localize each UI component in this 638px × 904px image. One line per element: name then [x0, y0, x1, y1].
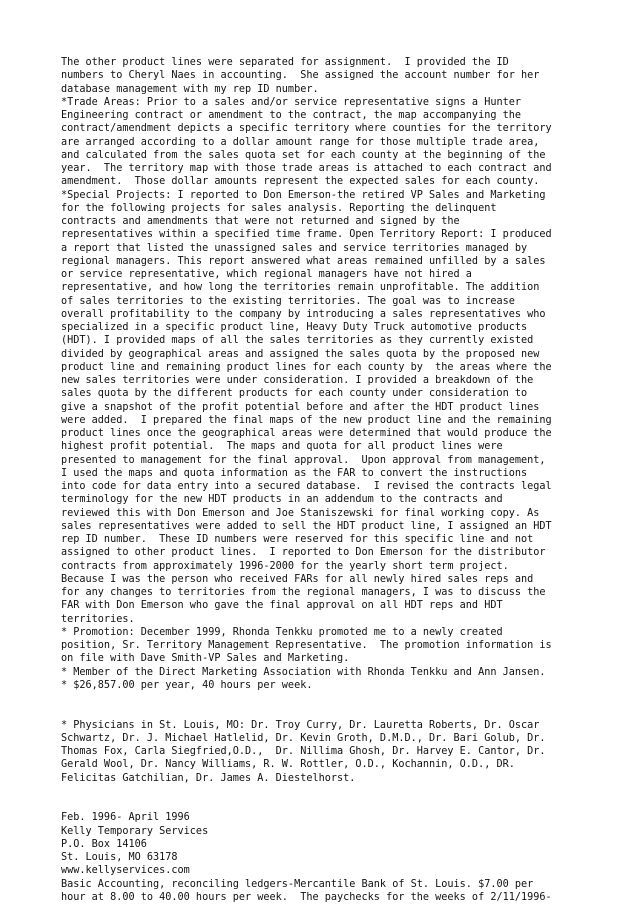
text-line: sales quota by the different products for each county under consideration to — [61, 388, 528, 400]
text-line: Engineering contract or amendment to the contract, the map accompanying the — [61, 110, 522, 121]
text-line: St. Louis, MO 63178 — [61, 852, 178, 863]
text-line: contracts and amendments that were not returned and signed by the — [61, 216, 460, 227]
text-line: and calculated from the sales quota set for each county at the beginning of the — [61, 149, 546, 161]
text-line: hour at 8.00 to 40.00 hours per week. The paychecks for the weeks of 2/11/1996- — [61, 891, 552, 903]
text-line: or service representative, which regional managers have not hired a — [61, 269, 472, 280]
text-line: FAR with Don Emerson who gave the final approval on all HDT reps and HDT — [61, 600, 503, 612]
text-line: give a snapshot of the profit potential before and after the HDT product lines — [61, 401, 540, 413]
text-line: into code for data entry into a secured database. I revised the contracts legal — [61, 481, 552, 492]
text-line: overall profitability to the company by introducing a sales representatives who — [61, 308, 546, 320]
text-line: presented to management for the final approval. Upon approval from management, — [61, 454, 546, 466]
text-line: Kelly Temporary Services — [61, 825, 209, 837]
text-line: Gerald Wool, Dr. Nancy Williams, R. W. Rottler, O.D., Kochannin, O.D., DR. — [61, 759, 515, 771]
text-line: I used the maps and quota information as the FAR to convert the instructions — [61, 467, 528, 479]
text-line: highest profit potential. The maps and quota for all product lines were — [61, 441, 503, 453]
text-line: sales representatives were added to sell the HDT product line, I assigned an HDT — [61, 520, 552, 532]
text-line: assigned to other product lines. I reported to Don Emerson for the distributor — [61, 547, 546, 559]
text-line: product lines once the geographical areas were determined that would produce the — [61, 428, 552, 439]
text-line: amendment. Those dollar amounts represent the expected sales for each county. — [61, 176, 540, 188]
text-line: numbers to Cheryl Naes in accounting. She assigned the account number for her — [61, 70, 540, 82]
text-line: regional managers. This report answered what areas remained unfilled by a sales — [61, 255, 546, 267]
text-line: database management with my rep ID number. — [61, 83, 319, 95]
text-line: Thomas Fox, Carla Siegfried,O.D., Dr. Nillima Ghosh, Dr. Harvey E. Cantor, Dr. — [61, 746, 546, 757]
document-page — [61, 56, 581, 904]
text-line: product line and remaining product lines for each county by the areas where the — [61, 361, 552, 373]
text-line: terminology for the new HDT products in an addendum to the contracts and — [61, 494, 503, 506]
text-line: year. The territory map with those trade areas is attached to each contract and — [61, 163, 552, 174]
text-line: www.kellyservices.com — [61, 865, 190, 877]
text-line: specialized in a specific product line, Heavy Duty Truck automotive products — [61, 322, 528, 333]
text-line: on file with Dave Smith-VP Sales and Marketing. — [61, 653, 350, 665]
text-line: divided by geographical areas and assigned the sales quota by the proposed new — [61, 348, 540, 360]
text-line: position, Sr. Territory Management Representative. The promotion information is — [61, 640, 552, 651]
text-line: were added. I prepared the final maps of the new product line and the remaining — [61, 414, 552, 426]
text-line: *Trade Areas: Prior to a sales and/or service representative signs a Hunter — [61, 96, 522, 108]
text-line: for the following projects for sales analysis. Reporting the delinquent — [61, 202, 497, 214]
text-line: The other product lines were separated for assignment. I provided the ID — [61, 57, 509, 68]
text-line: contracts from approximately 1996-2000 for the yearly short term project. — [61, 560, 509, 572]
text-line: are arranged according to a dollar amount range for those multiple trade area, — [61, 136, 540, 148]
text-line: Feb. 1996- April 1996 — [61, 812, 190, 824]
text-line: * Member of the Direct Marketing Association with Rhonda Tenkku and Ann Jansen. — [61, 666, 546, 678]
text-line: Felicitas Gatchilian, Dr. James A. Diestelhorst. — [61, 772, 356, 784]
text-line: * Promotion: December 1999, Rhonda Tenkku promoted me to a newly created — [61, 626, 503, 638]
paragraph-gap — [61, 692, 581, 719]
text-line: Because I was the person who received FARs for all newly hired sales reps and — [61, 573, 534, 585]
text-line: P.O. Box 14106 — [61, 838, 147, 850]
text-line: territories. — [61, 613, 135, 625]
text-line: of sales territories to the existing territories. The goal was to increase — [61, 295, 515, 307]
text-line: a report that listed the unassigned sales and service territories managed by — [61, 242, 528, 254]
text-line: for any changes to territories from the regional managers, I was to discuss the — [61, 587, 546, 598]
text-line: * $26,857.00 per year, 40 hours per week. — [61, 679, 313, 691]
text-line: representative, and how long the territories remain unprofitable. The addition — [61, 282, 540, 294]
paragraph-gap — [61, 785, 581, 812]
text-line: reviewed this with Don Emerson and Joe Staniszewski for final working copy. As — [61, 507, 540, 519]
text-line: contract/amendment depicts a specific territory where counties for the territory — [61, 123, 552, 135]
text-line: representatives within a specified time frame. Open Territory Report: I produced — [61, 229, 552, 241]
main-paragraph — [61, 56, 581, 692]
text-line: *Special Projects: I reported to Don Emerson-the retired VP Sales and Marketing — [61, 189, 546, 201]
text-line: Basic Accounting, reconciling ledgers-Mercantile Bank of St. Louis. $7.00 per — [61, 878, 534, 890]
text-line: * Physicians in St. Louis, MO: Dr. Troy Curry, Dr. Lauretta Roberts, Dr. Oscar — [61, 719, 540, 731]
text-line: Schwartz, Dr. J. Michael Hatlelid, Dr. Kevin Groth, D.M.D., Dr. Bari Golub, Dr. — [61, 732, 546, 744]
text-line: rep ID number. These ID numbers were reserved for this specific line and not — [61, 534, 534, 545]
text-line: new sales territories were under consideration. I provided a breakdown of the — [61, 375, 534, 386]
kelly-services-paragraph — [61, 811, 581, 904]
physicians-paragraph — [61, 719, 581, 785]
text-line: (HDT). I provided maps of all the sales territories as they currently existed — [61, 335, 534, 347]
